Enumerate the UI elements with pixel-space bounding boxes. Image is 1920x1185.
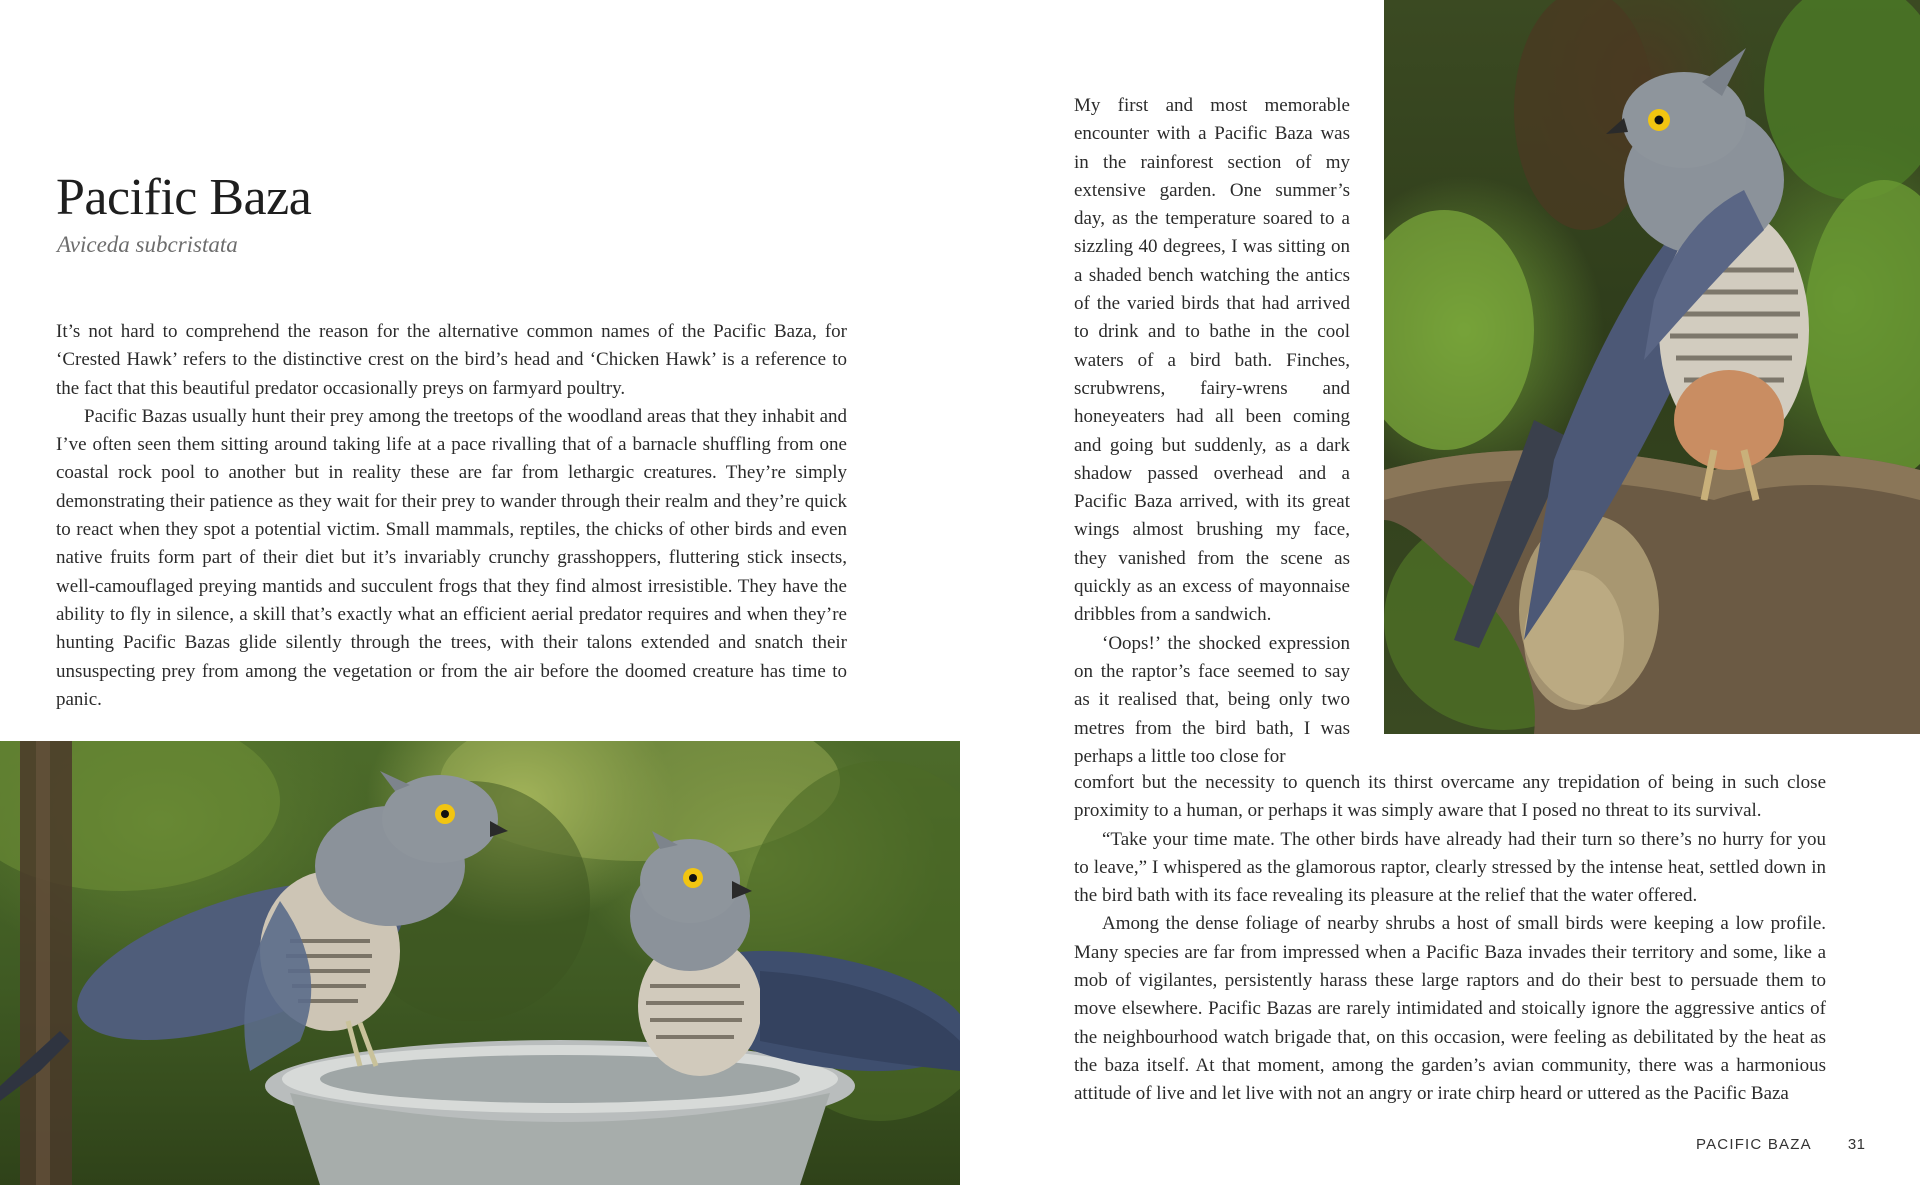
left-body-text xyxy=(56,318,847,714)
photo-two-bazas-illustration xyxy=(0,741,960,1185)
photo-two-bazas-bird-bath xyxy=(0,741,960,1185)
running-head: PACIFIC BAZA xyxy=(1696,1136,1812,1153)
left-paragraph-2: Pacific Bazas usually hunt their prey among the treetops of the woodland areas that they inhabit and I’ve often seen them sitting around taking life at a pace rivalling that of a barnacle shuffling from one coastal rock pool to another but in reality these are far from lethargic creatures. They’re simply demonstrating their patience as they wait for their prey to wander through their realm and they’re quick to react when they spot a potential victim. Small mammals, reptiles, the chicks of other birds and even native fruits form part of their diet but it’s invariably crunchy grasshoppers, fluttering stick insects, well-camouflaged preying mantids and succulent frogs that they find almost irresistible. They have the ability to fly in silence, a skill that’s exactly what an efficient aerial predator requires and when they’re hunting Pacific Bazas glide silently through the trees, with their talons extended and snatch their unsuspecting prey from among the vegetation or from the air before the doomed creature has time to panic. xyxy=(56,405,847,710)
right-paragraph-4: Among the dense foliage of nearby shrubs a host of small birds were keeping a low profile. Many species are far from impressed when a Pacific Baza invades their territory and some, like a mob of vigilantes, persistently harass these large raptors and do their best to persuade them to move elsewhere. Pacific Bazas are rarely intimidated and stoically ignore the aggressive antics of the neighbourhood watch brigade that, on this occasion, were feeling as debilitated by the heat as the baza itself. At that moment, among the garden’s avian community, there was a harmonious attitude of live and let live with not an angry or irate chirp heard or uttered as the Pacific Baza xyxy=(1074,913,1826,1105)
right-paragraph-1: My first and most memorable encounter with a Pacific Baza was in the rainforest section of my extensive garden. One summer’s day, as the temperature soared to a sizzling 40 degrees, I was sitting on a shaded bench watching the antics of the varied birds that had arrived to drink and to bathe in the cool waters of a bird bath. Finches, scrubwrens, fairy-wrens and honeyeaters had all been coming and going but suddenly, as a dark shadow passed overhead and a Pacific Baza arrived, with its great wings almost brushing my face, they vanished from the scene as quickly as an excess of mayonnaise dribbles from a sandwich. xyxy=(1074,95,1350,626)
right-paragraph-3: “Take your time mate. The other birds have already had their turn so there’s no hurry for you to leave,” I whispered as the glamorous raptor, clearly stressed by the intense heat, settled down in the bird bath with its face revealing its pleasure at the relief that the water offered. xyxy=(1074,828,1826,907)
right-page xyxy=(960,0,1920,1185)
right-paragraph-2-continued: comfort but the necessity to quench its thirst overcame any trepidation of being in such close proximity to a human, or perhaps it was simply aware that I posed no threat to its survival. xyxy=(1074,772,1826,822)
page-number: 31 xyxy=(1847,1136,1866,1153)
right-wide-column xyxy=(1074,769,1826,1109)
page-title: Pacific Baza xyxy=(56,169,312,226)
right-narrow-column xyxy=(1074,92,1350,771)
right-paragraph-2: ‘Oops!’ the shocked expression on the raptor’s face seemed to say as it realised that, being only two metres from the bird bath, I was perhaps a little too close for xyxy=(1074,632,1350,767)
photo-baza-stump-illustration xyxy=(1384,0,1920,734)
scientific-name: Aviceda subcristata xyxy=(57,232,238,257)
left-paragraph-1: It’s not hard to comprehend the reason for the alternative common names of the Pacific Baza, for ‘Crested Hawk’ refers to the distinctive crest on the bird’s head and ‘Chicken Hawk’ is a reference to the fact that this beautiful predator occasionally preys on farmyard poultry. xyxy=(56,321,847,399)
photo-baza-on-stump xyxy=(1384,0,1920,734)
page-footer xyxy=(1696,1136,1866,1153)
